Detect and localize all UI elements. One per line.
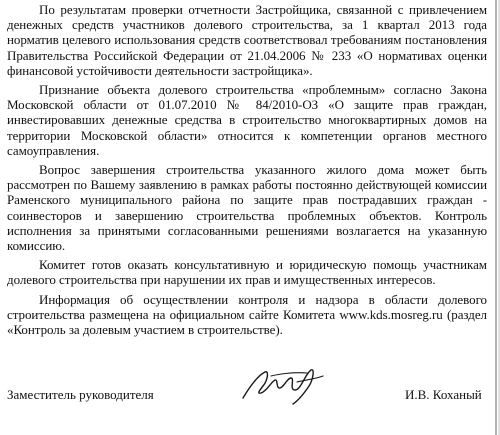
paragraph-commission: Вопрос завершения строительства указанного жилого дома может быть рассмотрен по Вашему заявлению в рамках работы постоянно действующей комиссии Раменского муниципального района по защите прав пострадавших граждан - соинвесторов и завершению строительства проблемных объектов. Контроль исполнения за принятыми согласованными решениями возлагается на указанную комиссию. bbox=[7, 162, 487, 254]
handwritten-signature bbox=[235, 360, 330, 410]
signatory-name: И.В. Коханый bbox=[405, 387, 482, 402]
paragraph-audit-results: По результатам проверки отчетности Застройщика, связанной с привлечением денежных средств участников долевого строительства, за 1 квартал 2013 года норматив целевого использования средств соответствовал требованиям постановления Правительства Российской Федерации от 21.04.2006 № 233 «О нормативах оценки финансовой устойчивости деятельности застройщика». bbox=[7, 2, 487, 78]
signatory-title: Заместитель руководителя bbox=[7, 387, 154, 402]
letter-body bbox=[7, 2, 487, 337]
paragraph-website-info: Информация об осуществлении контроля и надзора в области долевого строительства размещена на официальном сайте Комитета www.kds.mosreg.ru (раздел «Контроль за долевым участием в строительстве). bbox=[7, 291, 487, 338]
scan-edge-artifact bbox=[490, 0, 500, 435]
paragraph-problem-status: Признание объекта долевого строительства «проблемным» согласно Закона Московской области от 01.07.2010 № 84/2010-ОЗ «О защите прав граждан, инвестировавших денежные средства в строительство многоквартирных домов на территории Московской области» относится к компетенции органов местного самоуправления. bbox=[7, 82, 487, 158]
paragraph-legal-help: Комитет готов оказать консультативную и юридическую помощь участникам долевого строительства при нарушении их прав и имущественных интересов. bbox=[7, 257, 487, 288]
